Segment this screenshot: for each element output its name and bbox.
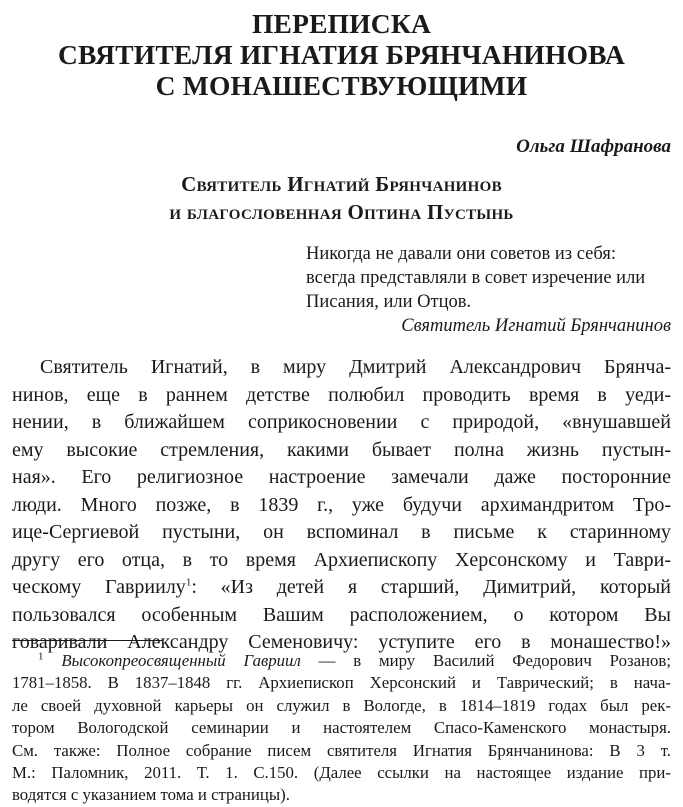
body-line: ице-Сергиевой пустыни, он вспоминал в письме к старинному bbox=[12, 521, 671, 543]
section-heading-line: и благословенная Оптина Пустынь bbox=[169, 200, 514, 224]
body-line: пользовался особенным Вашим расположением, о котором Вы bbox=[12, 603, 671, 626]
title-line: С МОНАШЕСТВУЮЩИМИ bbox=[155, 70, 528, 101]
title-line: СВЯТИТЕЛЯ ИГНАТИЯ БРЯНЧАНИНОВА bbox=[57, 39, 626, 70]
footnote-line: См. также: Полное собрание писем святителя Игнатия Брянчанинова: В 3 т. bbox=[12, 740, 671, 760]
body-line: нении, в ближайшем соприкосновении с природой, «внушавшей bbox=[12, 411, 671, 433]
body-line: другу его отца, в то время Архиепископу Херсонскому и Таври- bbox=[12, 548, 671, 571]
document-title bbox=[0, 8, 683, 101]
body-line: говаривали Александру Семеновичу: уступите его в монашество!» bbox=[12, 631, 671, 653]
footnote-line: ле своей духовной карьеры он служил в Вологде, в 1814–1819 годах был рек- bbox=[12, 695, 671, 715]
body-line: нинов, еще в раннем детстве полюбил проводить время в уеди- bbox=[12, 383, 671, 406]
footnote-line: тором Вологодской семинарии и настоятелем Спасо-Каменского монастыря. bbox=[12, 718, 671, 738]
body-text-span: : «Из детей я старший, Димитрий, который bbox=[191, 576, 671, 598]
footnote-reference[interactable]: 1 bbox=[185, 576, 192, 589]
epigraph-line: Никогда не давали они советов из себя: bbox=[306, 244, 616, 264]
title-line: ПЕРЕПИСКА bbox=[251, 8, 432, 39]
body-line: ная». Его религиозное настроение замечали даже посторонние bbox=[12, 466, 671, 488]
body-line: люди. Много позже, в 1839 г., уже будучи архимандритом Тро- bbox=[12, 493, 671, 516]
footnote-text-span: — в миру Василий Федорович Розанов; bbox=[300, 651, 671, 670]
epigraph-line: всегда представляли в совет изречение или bbox=[306, 268, 646, 288]
epigraph-attribution: Святитель Игнатий Брянчанинов bbox=[401, 316, 671, 336]
body-line bbox=[12, 574, 671, 602]
body-text bbox=[12, 354, 671, 657]
footnote-line: М.: Паломник, 2011. Т. 1. С.150. (Далее ссылки на настоящее издание при- bbox=[12, 763, 671, 783]
body-line: Святитель Игнатий, в миру Дмитрий Александрович Брянча- bbox=[40, 356, 671, 378]
epigraph-line: Писания, или Отцов. bbox=[306, 292, 472, 312]
section-heading bbox=[0, 170, 683, 226]
footnote-divider bbox=[12, 640, 162, 641]
footnote-line: водятся с указанием тома и страницы). bbox=[12, 785, 290, 805]
body-text-span: ческому Гавриилу bbox=[12, 576, 186, 598]
body-line: ему высокие стремления, какими бывает полна жизнь пустын- bbox=[12, 438, 671, 461]
footnote-mark: 1 bbox=[38, 650, 44, 663]
footnote-line: 1781–1858. В 1837–1848 гг. Архиепископ Херсонский и Таврический; в нача- bbox=[12, 673, 671, 693]
footnote-name: Высокопреосвященный Гавриил bbox=[61, 651, 301, 670]
author-name: Ольга Шафранова bbox=[516, 136, 671, 157]
epigraph bbox=[306, 242, 671, 338]
footnote bbox=[12, 650, 671, 807]
footnote-line bbox=[12, 650, 671, 672]
section-heading-line: Святитель Игнатий Брянчанинов bbox=[181, 172, 502, 196]
